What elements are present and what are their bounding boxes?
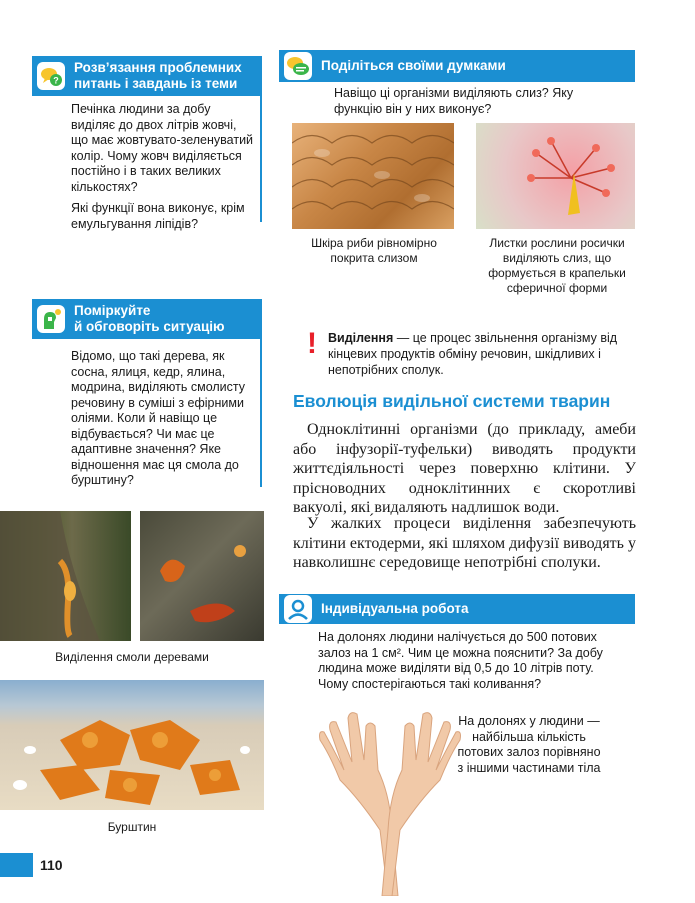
discuss-border <box>260 339 262 487</box>
person-idea-icon <box>37 305 65 333</box>
discuss-title-line2: й обговоріть ситуацію <box>74 319 225 334</box>
fish-skin-photo <box>292 123 454 229</box>
individual-title: Індивідуальна робота <box>321 601 469 616</box>
amber-caption: Бурштин <box>107 820 157 834</box>
discuss-text: Відомо, що такі дерева, як сосна, ялиця, кедр, ялина, модрина, виділяють смолисту речовину в суміші з ефірними оліями. Коли й навіщо це відбувається? Чи має це адаптивне значення? Яке відношення має ця смола до бурштину? <box>71 349 246 487</box>
problems-paragraph-1: Печінка людини за добу виділяє до двох літрів жовчі, що має жовтувато-зеленуватий колір. Чому жовч виділяється постійно і в таких великих кількостях? <box>71 102 254 194</box>
thoughts-question: Навіщо ці організми виділяють слиз? Яку функцію він у них виконує? <box>334 86 574 116</box>
problems-title-line1: Розв’язання проблемних <box>74 60 242 75</box>
hands-caption: На долонях у людини — найбільша кількість потових залоз порівняно з іншими частинами тіла <box>457 714 601 775</box>
fish-caption: Шкіра риби рівномірно покрита слизом <box>311 236 437 265</box>
problems-text <box>71 102 257 238</box>
problems-header <box>32 56 262 96</box>
chat-question-icon <box>37 62 65 90</box>
problems-title-line2: питань і завдань із теми <box>74 76 238 91</box>
evolution-paragraph-1: Одноклітинні організми (до прикладу, амеби або інфузорії-туфельки) виводять продукти життєдіяльності через поверхню клітини. У прісноводних одноклітинних є скоротливі вакуолі, які видаляють надлишок води. <box>293 421 636 516</box>
evolution-heading: Еволюція видільної системи тварин <box>293 391 611 411</box>
individual-text: На долонях людини налічується до 500 потових залоз на 1 см². Чим це можна пояснити? За добу людина може виділяти від 0,5 до 10 літрів поту. Чому спостерігаються такі коливання? <box>318 630 603 691</box>
amber-photo <box>0 680 264 810</box>
sundew-caption: Листки рослини росички виділяють слиз, що формується в крапельки сферичної форми <box>488 236 626 295</box>
page-number: 110 <box>40 857 63 873</box>
warning-mark-icon: ! <box>307 327 317 360</box>
sundew-photo <box>476 123 635 229</box>
resin-caption: Виділення смоли деревами <box>55 650 209 664</box>
resin-photo-2 <box>140 511 264 641</box>
discuss-header <box>32 299 262 339</box>
thoughts-title: Поділіться своїми думками <box>321 58 506 73</box>
svg-text:?: ? <box>53 75 59 86</box>
individual-header <box>279 594 635 624</box>
person-icon <box>284 595 312 623</box>
thoughts-header <box>279 50 635 82</box>
discuss-title-line1: Поміркуйте <box>74 303 151 318</box>
definition-body: — це процес звільнення організму від кінцевих продуктів обміну речовин, шкідливих і непотрібних сполук. <box>328 331 618 377</box>
definition-term: Виділення <box>328 331 394 345</box>
hands-photo <box>300 700 480 896</box>
page-number-bar <box>0 853 33 877</box>
problems-border <box>260 96 262 222</box>
evolution-paragraph-2: У жалки́х процеси виділення забезпечують клітини ектодерми, які шляхом дифузії виводять у навколишнє середовище непотрібні сполуки. <box>293 515 636 571</box>
problems-paragraph-2: Які функції вона виконує, крім емульгування ліпідів? <box>71 201 245 231</box>
chat-bubbles-icon <box>284 52 312 80</box>
definition-text <box>328 330 628 378</box>
resin-photo-1 <box>0 511 131 641</box>
